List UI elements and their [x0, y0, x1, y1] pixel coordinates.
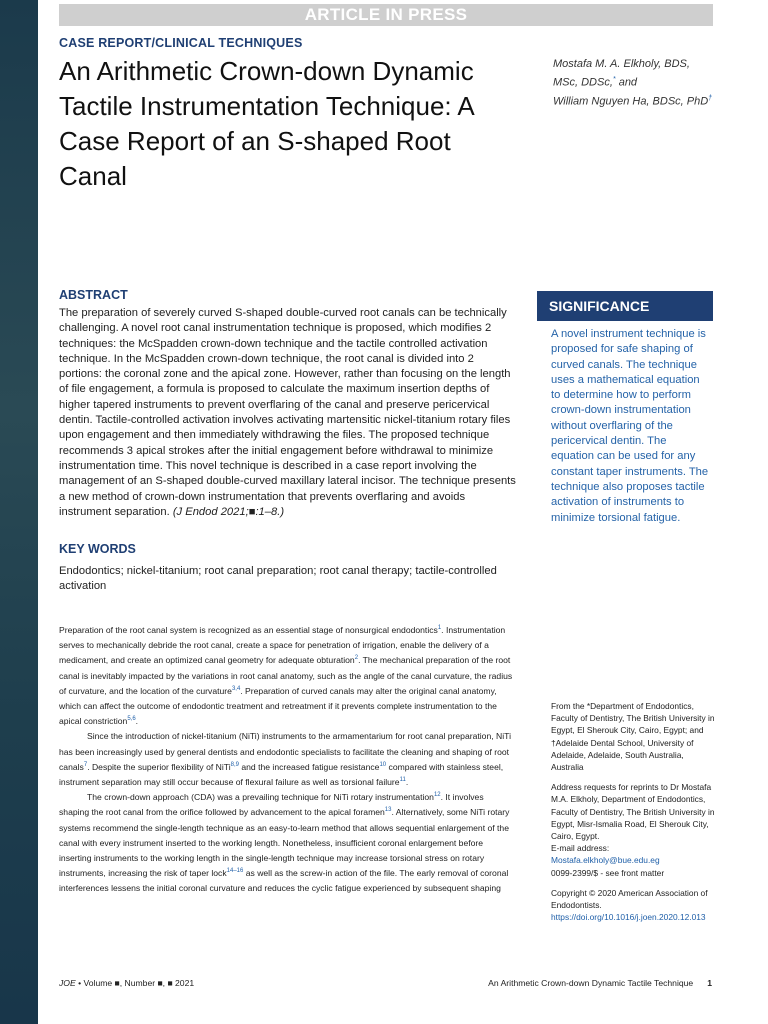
reference-link[interactable]: 10	[379, 761, 387, 768]
body-paragraph-2: Since the introduction of nickel-titanium (NiTi) instruments to the armamentarium for root canal preparation, NiTi has been increasingly used by general dentists and endodontic specialists to facilitate the cleaning and shaping of root canals$^7$. Despite the superior flexibility of NiTi$^{8,9}$ and the increased fatigue resistance$^{10}$ compared with stainless steel, instrument separation may still occur because of flexural failure as well as torsional failure$^{11}$.	[59, 731, 511, 788]
page-number: 1	[707, 978, 712, 988]
email-link[interactable]: Mostafa.elkholy@bue.edu.eg	[551, 855, 660, 866]
author-line-2: MSc, DDSc,* and	[553, 76, 638, 89]
keywords-heading: KEY WORDS	[59, 542, 136, 556]
affiliation-mark[interactable]: *	[612, 76, 616, 83]
body-paragraph-1: Preparation of the root canal system is recognized as an essential stage of nonsurgical endodontics$^1$. Instrumentation serves to mechanically debride the root canal, create a space for penetration of irrigation, enable the delivery of a medicament, and create an optimized canal geometry for adequate obturation$^2$. The mechanical preparation of the root canal is inevitably impacted by the variations in root canal anatomy, such as the angle of the canal curvature, the radius of curvature, and the location of the curvature$^{3,4}$. Preparation of curved canals may alter the original canal anatomy, which can affect the outcome of endodontic treatment and retreatment if it prevents complete instrumentation to the apical constriction$^{5,6}$.	[59, 625, 513, 727]
reprint-address: Address requests for reprints to Dr Mostafa M.A. Elkholy, Department of Endodontics, Faculty of Dentistry, The British University in Egypt, Misr-Ismalia Road, El Sherouk City, Cairo, Egypt. E-mail address: Mostafa.elkholy@bue.edu.eg	[551, 782, 715, 866]
section-label: CASE REPORT/CLINICAL TECHNIQUES	[59, 36, 303, 50]
reference-link[interactable]: 12	[433, 792, 441, 799]
reference-link[interactable]: 3,4	[231, 685, 241, 692]
reference-link[interactable]: 14–16	[226, 868, 244, 875]
abstract-text: The preparation of severely curved S-shaped double-curved root canals can be technically challenging. A novel root canal instrumentation technique is proposed, which modifies 2 techniques: the McSpadden crown-down technique and the tactile controlled activation technique. In the McSpadden crown-down technique, the root canal is divided into 2 portions: the coronal zone and the apical zone. However, rather than focusing on the length of file engagement, a formula is proposed to calculate the maximum insertion depths of higher tapered instruments to prevent overflaring of the canal and preserve pericervical dentin. Tactile-controlled activation involves activating martensitic nickel-titanium rotary files upon engagement and then immediately withdrawing the files. The proposed technique recommends 3 apical strokes after the initial engagement before withdrawal to minimize instrumentation time. This novel technique is described in a case report involving the management of an S-shaped double-curved maxillary lateral incisor. The technique presents a new method of crown-down instrumentation that prevents overflaring and avoids instrument separation. (J Endod 2021;■:1–8.)	[59, 307, 516, 518]
footer-running-title: An Arithmetic Crown-down Dynamic Tactile Technique 1	[488, 978, 712, 988]
author-line-1: Mostafa M. A. Elkholy, BDS,	[553, 58, 690, 70]
significance-heading: SIGNIFICANCE	[537, 291, 713, 321]
author-list	[553, 56, 728, 109]
body-text	[59, 623, 516, 897]
doi-link[interactable]: https://doi.org/10.1016/j.joen.2020.12.013	[551, 912, 706, 923]
affiliation-from: From the *Department of Endodontics, Faculty of Dentistry, The British University in Egypt, El Sherouk City, Cairo, Egypt; and †Adelaide Dental School, University of Adelaide, Adelaide, South Australia, Australia	[551, 701, 715, 773]
reference-link[interactable]: 13	[384, 807, 392, 814]
journal-citation: (J Endod 2021;■:1–8.)	[172, 505, 285, 518]
reference-link[interactable]: 5,6	[127, 716, 136, 723]
body-paragraph-3: The crown-down approach (CDA) was a prevailing technique for NiTi rotary instrumentation$^{12}$. It involves shaping the root canal from the orifice followed by advancement to the apical foramen$^{13}$. Alternatively, some NiTi rotary systems recommend the single-length technique as an easy-to-learn method that allows sequential enlargement of the canal with every instrument inserted to the working length. Nonetheless, insufficient coronal enlargement before inserting instruments to the working length in the single-length technique may increase torsional stress on rotary instruments, increasing the risk of taper lock$^{14-16}$ as well as the screw-in action of the file. The early removal of coronal interferences lessens the initial coronal curvature and reduces the cyclic fatigue experienced by subsequent shaping	[59, 792, 510, 894]
journal-name: JOE	[59, 978, 76, 988]
issn: 0099-2399/$ - see front matter	[551, 867, 665, 878]
reference-link[interactable]: 1	[437, 625, 442, 632]
affiliation-mark[interactable]: †	[708, 94, 713, 102]
keywords-text: Endodontics; nickel-titanium; root canal preparation; root canal therapy; tactile-controlled activation	[59, 565, 497, 593]
reference-link[interactable]: 8,9	[230, 761, 239, 768]
author-line-3: William Nguyen Ha, BDSc, PhD†	[553, 94, 713, 108]
significance-text: A novel instrument technique is proposed for safe shaping of curved canals. The technique uses a mathematical equation to determine how to perform crown-down instrumentation without overflaring of the pericervical dentin. The equation can be used for any constant taper instruments. The technique also proposes tactile activation of instruments to minimize torsional fatigue.	[551, 328, 709, 524]
abstract-heading: ABSTRACT	[59, 288, 128, 302]
copyright-notice: Copyright © 2020 American Association of Endodontists. https://doi.org/10.1016/j.joen.2020.12.013	[551, 887, 708, 923]
footer-journal-info: JOE • Volume ■, Number ■, ■ 2021	[59, 978, 195, 988]
cover-side-band	[0, 0, 38, 1024]
article-title: An Arithmetic Crown-down Dynamic Tactile Instrumentation Technique: A Case Report of an S-shaped Root Canal	[59, 56, 474, 191]
reference-link[interactable]: 11	[399, 777, 406, 784]
reference-link[interactable]: 7	[83, 761, 88, 768]
reference-link[interactable]: 2	[354, 655, 359, 662]
affiliation-sidebar	[551, 700, 716, 931]
article-in-press-banner: ARTICLE IN PRESS	[59, 4, 713, 26]
